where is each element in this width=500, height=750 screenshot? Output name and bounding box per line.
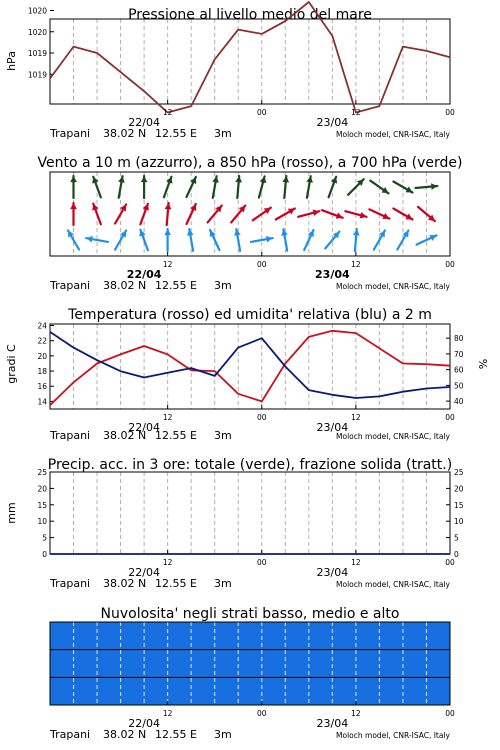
pressure-title: Pressione al livello medio del mare	[128, 7, 372, 23]
station-elev: 3m	[214, 279, 232, 292]
wind-arrow-head	[141, 176, 148, 182]
x-tick-label: 00	[445, 558, 455, 567]
x-date-label: 22/04	[126, 268, 162, 281]
x-date-label: 23/04	[316, 421, 349, 434]
station-lon: 12.55 E	[155, 429, 197, 442]
cloud-layer-basso	[50, 622, 450, 650]
y-tick-label: 25	[454, 468, 464, 477]
x-tick-label: 12	[162, 558, 173, 567]
x-tick-label: 00	[256, 413, 267, 422]
y-tick-label: 1020	[27, 6, 47, 16]
y-tick-label: 80	[454, 334, 464, 344]
station-lat: 38.02 N	[103, 429, 147, 442]
temp-rh-panel	[5, 307, 490, 442]
y-tick-label: 20	[37, 351, 47, 361]
y-tick-label: 10	[37, 517, 47, 527]
station-lon: 12.55 E	[155, 577, 197, 590]
model-credit: Moloch model, CNR-ISAC, Italy	[336, 731, 450, 740]
temp-rh-footer	[49, 429, 451, 442]
x-date-label: 23/04	[316, 717, 349, 730]
x-tick-label: 12	[351, 260, 361, 269]
x-date-label: 23/04	[316, 116, 349, 129]
clouds-footer	[49, 728, 451, 741]
precip-frame	[50, 472, 450, 554]
station-elev: 3m	[214, 127, 232, 140]
y-tick-label: 18	[37, 367, 47, 377]
y-tick-label: 15	[454, 500, 464, 510]
station-name: Trapani	[50, 429, 91, 442]
cloud-layer-medio	[50, 650, 450, 678]
x-tick-label: 12	[162, 413, 173, 422]
y-tick-label: 60	[454, 365, 464, 375]
rh-ylabel: %	[477, 358, 490, 370]
y-tick-label: 24	[37, 321, 47, 331]
y-tick-label: 5	[42, 533, 47, 543]
wind-footer	[49, 279, 451, 292]
y-tick-label: 15	[37, 500, 47, 510]
x-tick-label: 12	[162, 260, 173, 269]
x-tick-label: 12	[351, 108, 361, 117]
y-tick-label: 50	[454, 381, 464, 391]
temp-ylabel: gradi C	[5, 344, 18, 384]
station-lon: 12.55 E	[155, 279, 197, 292]
pressure-footer	[49, 127, 451, 140]
temp-rh-title: Temperatura (rosso) ed umidita' relativa (blu) a 2 m	[68, 307, 432, 323]
model-credit: Moloch model, CNR-ISAC, Italy	[336, 432, 450, 441]
precip-ylabel: mm	[5, 502, 18, 524]
x-date-label: 23/04	[315, 268, 350, 281]
x-tick-label: 00	[256, 709, 267, 718]
wind-arrow-head	[235, 176, 242, 183]
pressure-panel	[5, 2, 455, 140]
y-tick-label: 5	[454, 533, 459, 543]
x-tick-label: 00	[256, 108, 267, 117]
x-date-label: 22/04	[128, 717, 160, 730]
y-tick-label: 10	[454, 517, 464, 527]
y-tick-label: 70	[454, 349, 464, 359]
x-tick-label: 00	[445, 709, 455, 718]
x-tick-label: 00	[256, 558, 267, 567]
pressure-ylabel: hPa	[5, 51, 18, 71]
x-tick-label: 00	[445, 260, 455, 269]
wind-arrow-head	[431, 183, 437, 190]
y-tick-label: 40	[454, 397, 464, 407]
precip-title: Precip. acc. in 3 ore: totale (verde), frazione solida (tratt.)	[47, 457, 453, 473]
clouds-title: Nuvolosita' negli strati basso, medio e alto	[100, 606, 400, 622]
wind-arrow-head	[282, 176, 289, 183]
wind-frame	[50, 172, 450, 256]
clouds-panel	[49, 606, 455, 741]
station-lat: 38.02 N	[103, 728, 147, 741]
x-date-label: 22/04	[128, 566, 160, 579]
y-tick-label: 14	[37, 397, 47, 407]
y-tick-label: 1019	[27, 49, 47, 58]
x-tick-label: 12	[351, 558, 361, 567]
x-date-label: 22/04	[128, 116, 160, 129]
x-tick-label: 12	[162, 108, 173, 117]
station-name: Trapani	[50, 728, 91, 741]
y-tick-label: 20	[37, 484, 47, 494]
station-lat: 38.02 N	[103, 577, 147, 590]
station-lat: 38.02 N	[103, 279, 147, 292]
station-name: Trapani	[50, 577, 91, 590]
y-tick-label: 16	[37, 382, 47, 392]
x-tick-label: 12	[162, 709, 173, 718]
y-tick-label: 0	[42, 550, 47, 559]
wind-arrow-head	[353, 229, 360, 236]
wind-panel	[37, 155, 462, 292]
x-tick-label: 00	[256, 260, 267, 269]
station-name: Trapani	[50, 127, 91, 140]
wind-arrow-head	[70, 176, 77, 182]
y-tick-label: 25	[37, 468, 47, 477]
x-tick-label: 00	[445, 413, 455, 422]
wind-title: Vento a 10 m (azzurro), a 850 hPa (rosso), a 700 hPa (verde)	[37, 155, 463, 171]
station-elev: 3m	[214, 429, 232, 442]
precip-footer	[49, 577, 451, 590]
station-lon: 12.55 E	[155, 127, 197, 140]
model-credit: Moloch model, CNR-ISAC, Italy	[336, 282, 450, 291]
y-tick-label: 0	[454, 550, 459, 559]
station-lon: 12.55 E	[155, 728, 197, 741]
x-tick-label: 12	[351, 709, 361, 718]
station-elev: 3m	[214, 577, 232, 590]
station-elev: 3m	[214, 728, 232, 741]
wind-arrow-head	[165, 203, 172, 210]
model-credit: Moloch model, CNR-ISAC, Italy	[336, 130, 450, 139]
wind-arrow-head	[164, 229, 171, 235]
model-credit: Moloch model, CNR-ISAC, Italy	[336, 580, 450, 589]
y-tick-label: 1019	[27, 70, 47, 80]
x-tick-label: 00	[445, 108, 455, 117]
wind-arrow-head	[70, 203, 77, 209]
y-tick-label: 20	[454, 484, 464, 494]
y-tick-label: 22	[37, 336, 47, 346]
x-date-label: 23/04	[316, 566, 349, 579]
x-date-label: 22/04	[128, 421, 160, 434]
station-name: Trapani	[50, 279, 91, 292]
cloud-layer-alto	[50, 677, 450, 705]
precip-panel	[5, 457, 464, 590]
station-lat: 38.02 N	[103, 127, 147, 140]
x-tick-label: 12	[351, 413, 361, 422]
y-tick-label: 1020	[27, 27, 47, 37]
humidity-series-line	[50, 332, 450, 398]
